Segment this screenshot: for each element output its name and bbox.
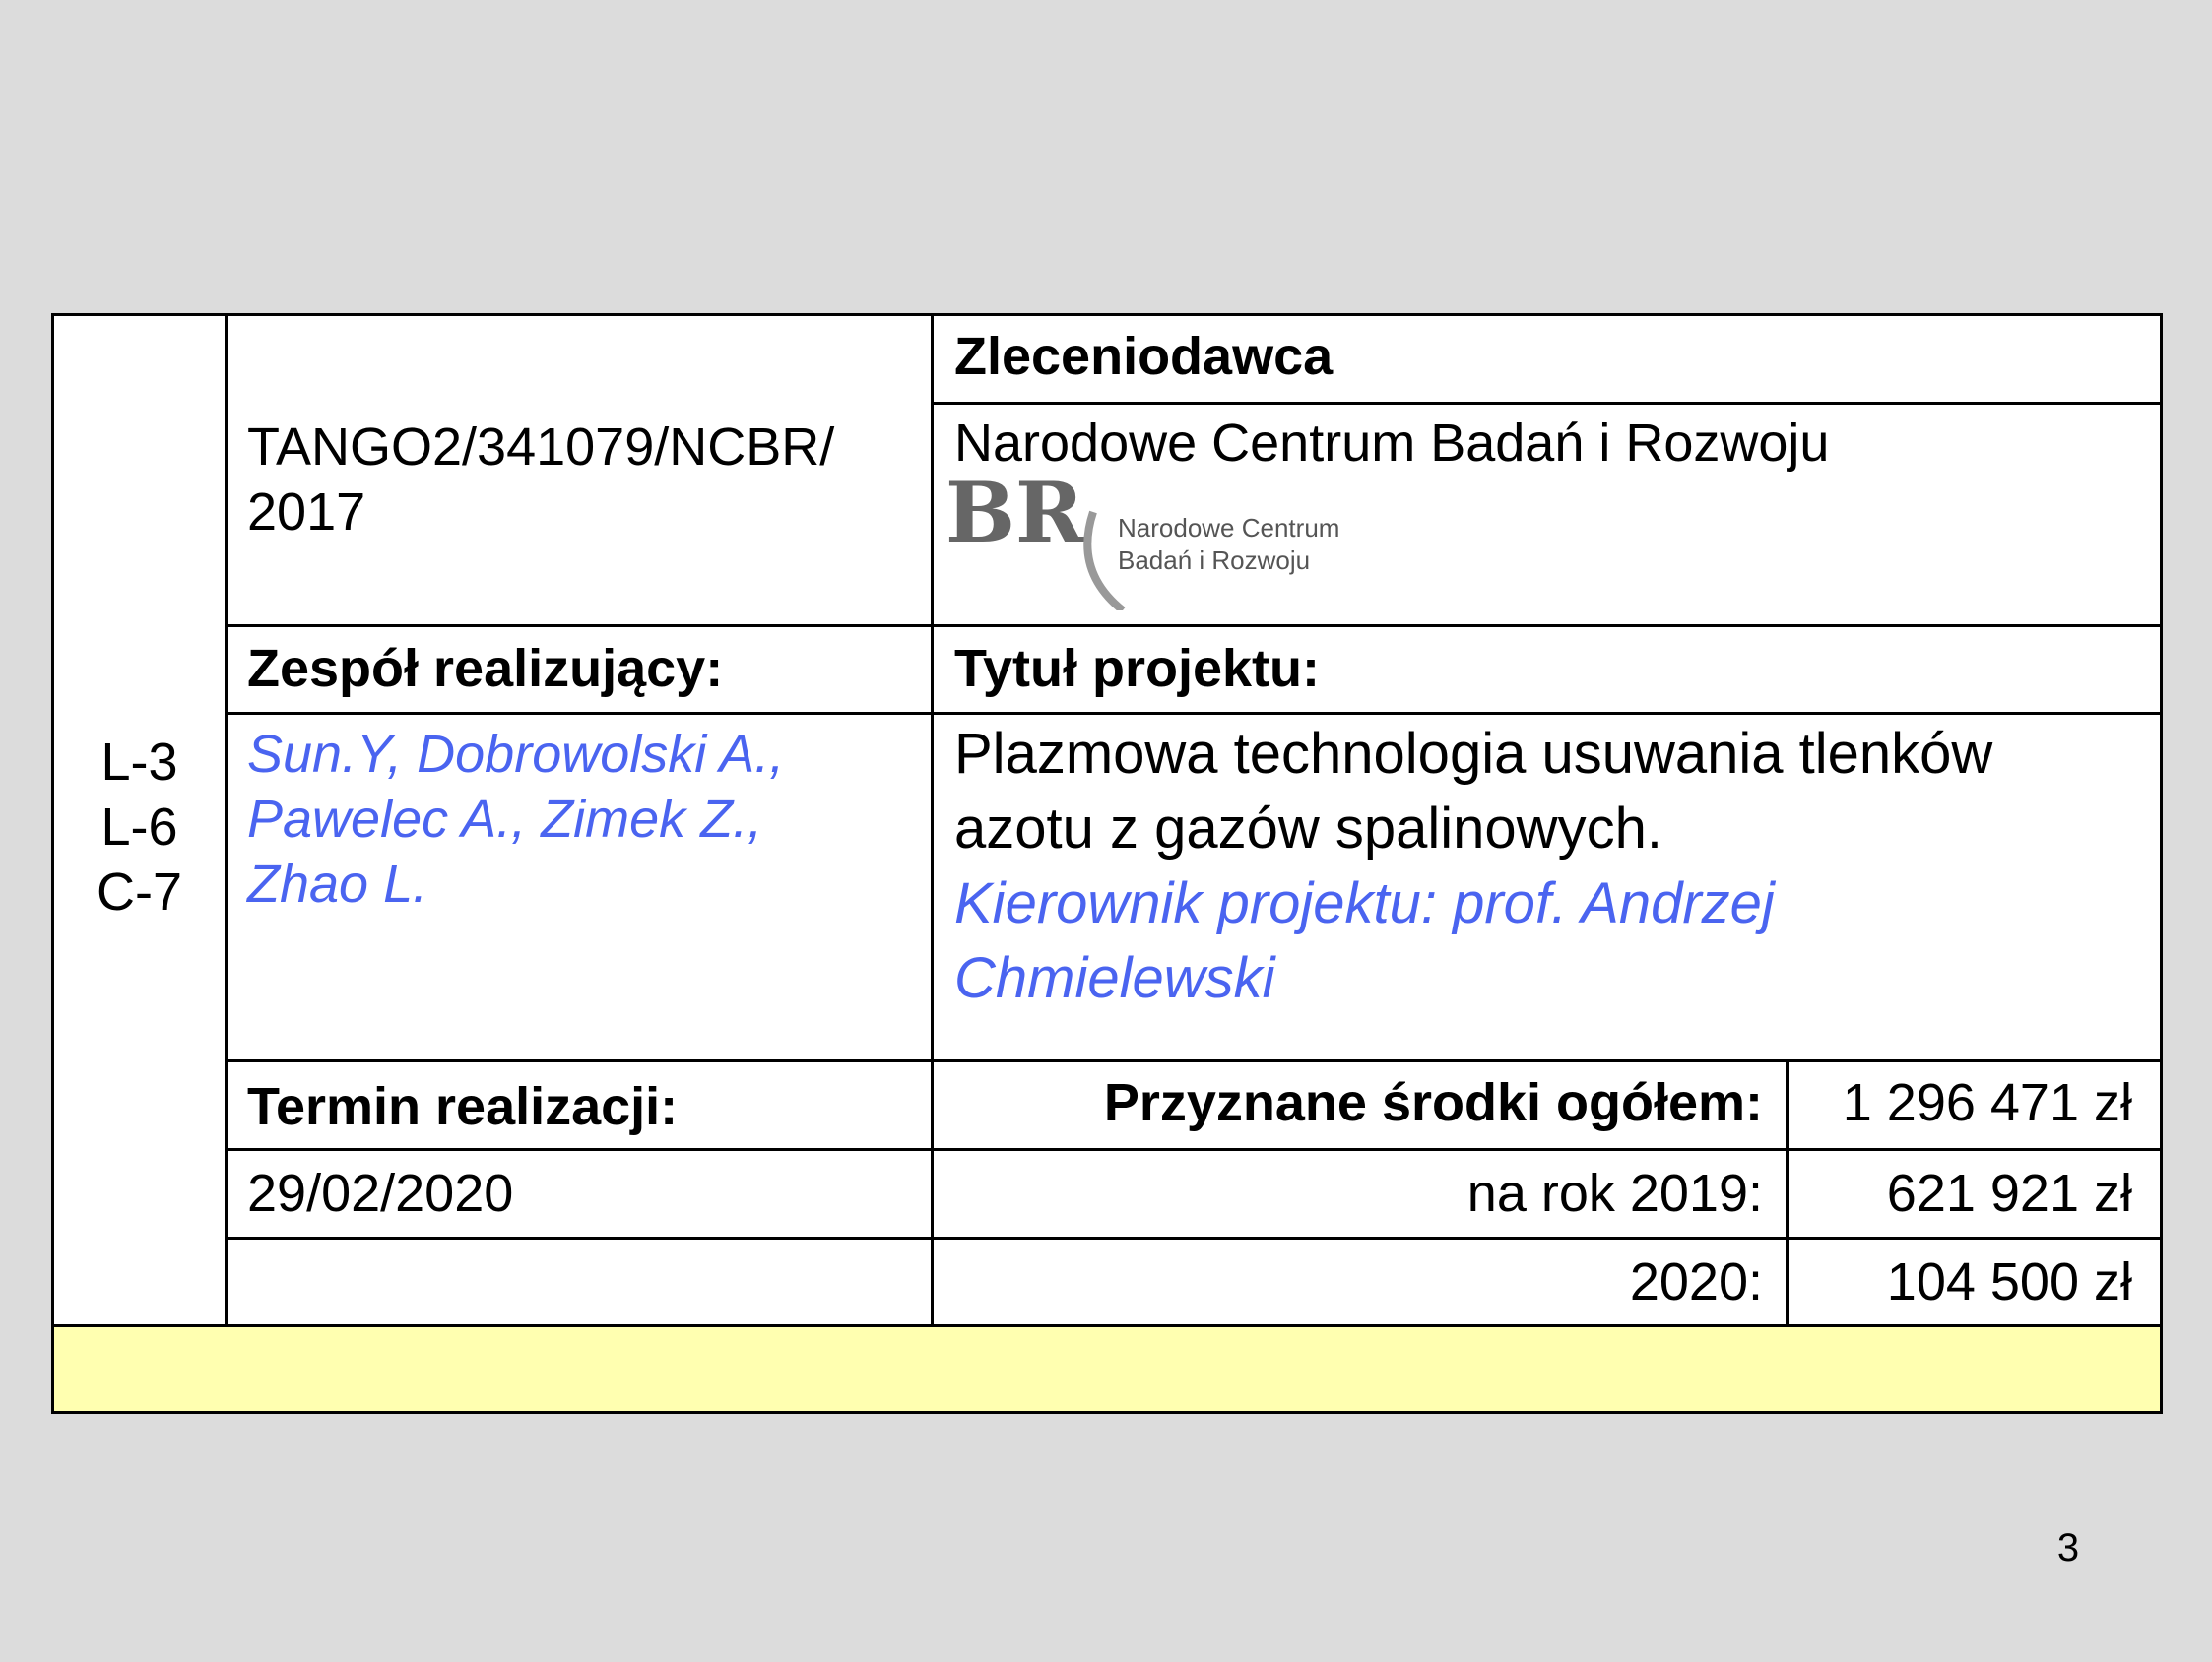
contract-number: 2017 [247,482,366,542]
footer-band [51,1324,2163,1414]
logo-text: Badań i Rozwoju [1118,545,1311,575]
logo-monogram: BR [945,473,1084,561]
contract-number: TANGO2/341079/NCBR/ [247,417,835,477]
funding-2019-value: 621 921 zł [1886,1164,2132,1223]
ncbr-logo [945,473,1359,610]
column-divider [931,316,934,1327]
funding-2020-value: 104 500 zł [1886,1252,2132,1311]
code-label: L-6 [100,798,178,857]
row-divider [225,1237,2163,1240]
row-divider [225,1148,2163,1151]
team-members: Sun.Y, Dobrowolski A., [247,725,785,784]
funding-total-value: 1 296 471 zł [1842,1073,2132,1132]
funding-total-label: Przyznane środki ogółem: [1103,1073,1763,1132]
row-divider [225,1059,2163,1062]
row-divider [931,402,2163,405]
client-name: Narodowe Centrum Badań i Rozwoju [954,414,1830,473]
row-divider [225,624,2163,627]
project-manager: Kierownik projektu: prof. Andrzej [954,871,1775,935]
project-title: azotu z gazów spalinowych. [954,797,1662,861]
row-divider [225,712,2163,715]
client-header: Zleceniodawca [954,327,1334,386]
code-label: C-7 [96,863,182,922]
team-members: Zhao L. [247,855,428,914]
logo-text: Narodowe Centrum [1118,513,1340,543]
br-monogram-icon [945,473,1133,610]
funding-2019-label: na rok 2019: [1466,1164,1763,1223]
team-header: Zespół realizujący: [247,639,724,698]
project-title-header: Tytuł projektu: [954,639,1320,698]
deadline-header: Termin realizacji: [247,1077,679,1136]
funding-2020-label: 2020: [1629,1252,1763,1311]
deadline-value: 29/02/2020 [247,1164,514,1223]
project-title: Plazmowa technologia usuwania tlenków [954,722,1993,786]
column-divider [225,316,228,1327]
team-members: Pawelec A., Zimek Z., [247,790,763,849]
project-manager: Chmielewski [954,946,1275,1010]
page-number: 3 [2056,1526,2080,1569]
code-label: L-3 [100,733,178,792]
column-divider [1786,1059,1789,1327]
